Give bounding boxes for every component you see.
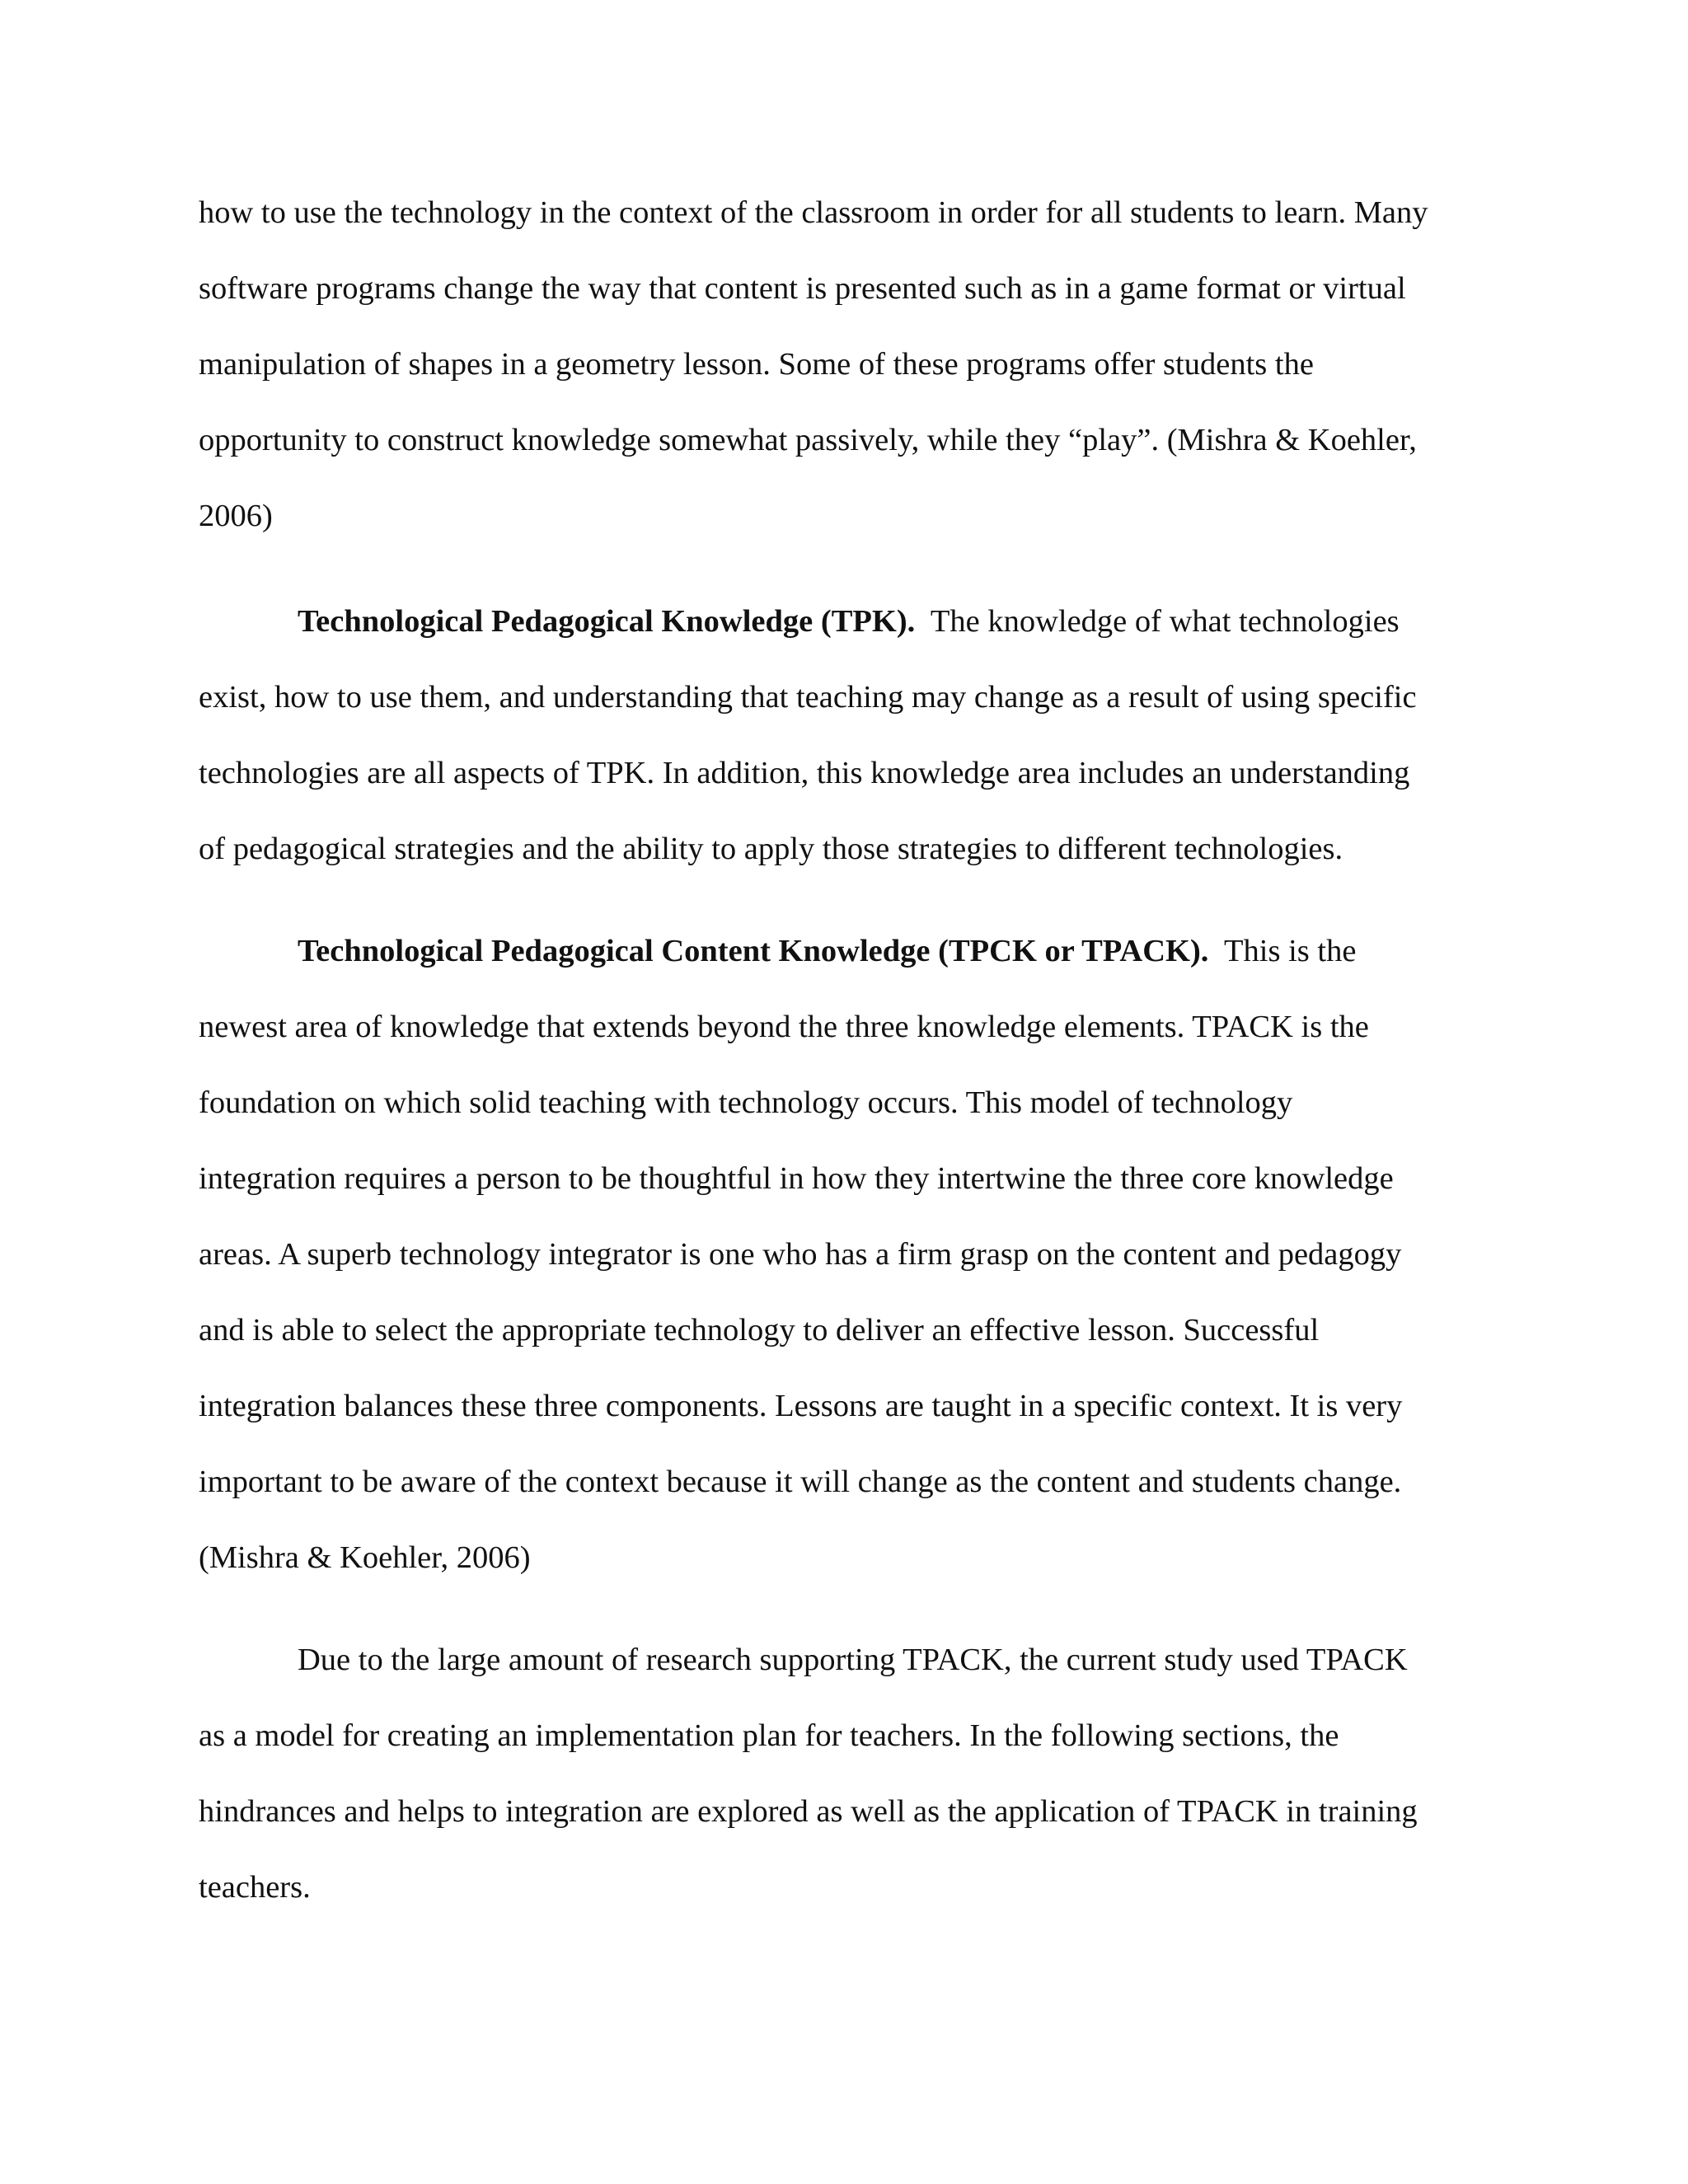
text-line: technologies are all aspects of TPK. In addition, this knowledge area includes an understanding: [199, 756, 1410, 790]
text-line: software programs change the way that content is presented such as in a game format or virtual: [199, 271, 1406, 306]
section-first-line: [298, 606, 1400, 638]
text-line: and is able to select the appropriate technology to deliver an effective lesson. Successful: [199, 1313, 1320, 1347]
text-line: important to be aware of the context because it will change as the content and students change.: [199, 1465, 1402, 1499]
text-line: teachers.: [199, 1870, 311, 1905]
text-line: integration balances these three components. Lessons are taught in a specific context. It is very: [199, 1389, 1403, 1423]
text-line: areas. A superb technology integrator is one who has a firm grasp on the content and pedagogy: [199, 1237, 1402, 1272]
section-heading-tpk: Technological Pedagogical Knowledge (TPK).: [298, 604, 916, 639]
text-line: newest area of knowledge that extends beyond the three knowledge elements. TPACK is the: [199, 1010, 1369, 1044]
text-line: 2006): [199, 499, 273, 533]
section-heading-tpack: Technological Pedagogical Content Knowledge (TPCK or TPACK).: [298, 934, 1209, 968]
text-line: manipulation of shapes in a geometry lesson. Some of these programs offer students the: [199, 347, 1314, 382]
text-line: integration requires a person to be thoughtful in how they intertwine the three core knowledge: [199, 1161, 1394, 1196]
text-line: of pedagogical strategies and the ability to apply those strategies to different technologies.: [199, 832, 1343, 866]
section-text: The knowledge of what technologies: [915, 604, 1400, 639]
text-line: exist, how to use them, and understanding that teaching may change as a result of using specific: [199, 680, 1417, 715]
text-line: hindrances and helps to integration are explored as well as the application of TPACK in training: [199, 1794, 1418, 1829]
text-line: (Mishra & Koehler, 2006): [199, 1540, 531, 1575]
section-text: This is the: [1208, 934, 1357, 968]
text-line: as a model for creating an implementation plan for teachers. In the following sections, the: [199, 1718, 1339, 1753]
text-line: Due to the large amount of research supporting TPACK, the current study used TPACK: [298, 1643, 1408, 1677]
section-first-line: [298, 935, 1356, 968]
text-line: how to use the technology in the context of the classroom in order for all students to learn. Many: [199, 195, 1428, 230]
text-line: opportunity to construct knowledge somewhat passively, while they “play”. (Mishra & Koehler,: [199, 423, 1417, 457]
text-line: foundation on which solid teaching with technology occurs. This model of technology: [199, 1085, 1293, 1120]
